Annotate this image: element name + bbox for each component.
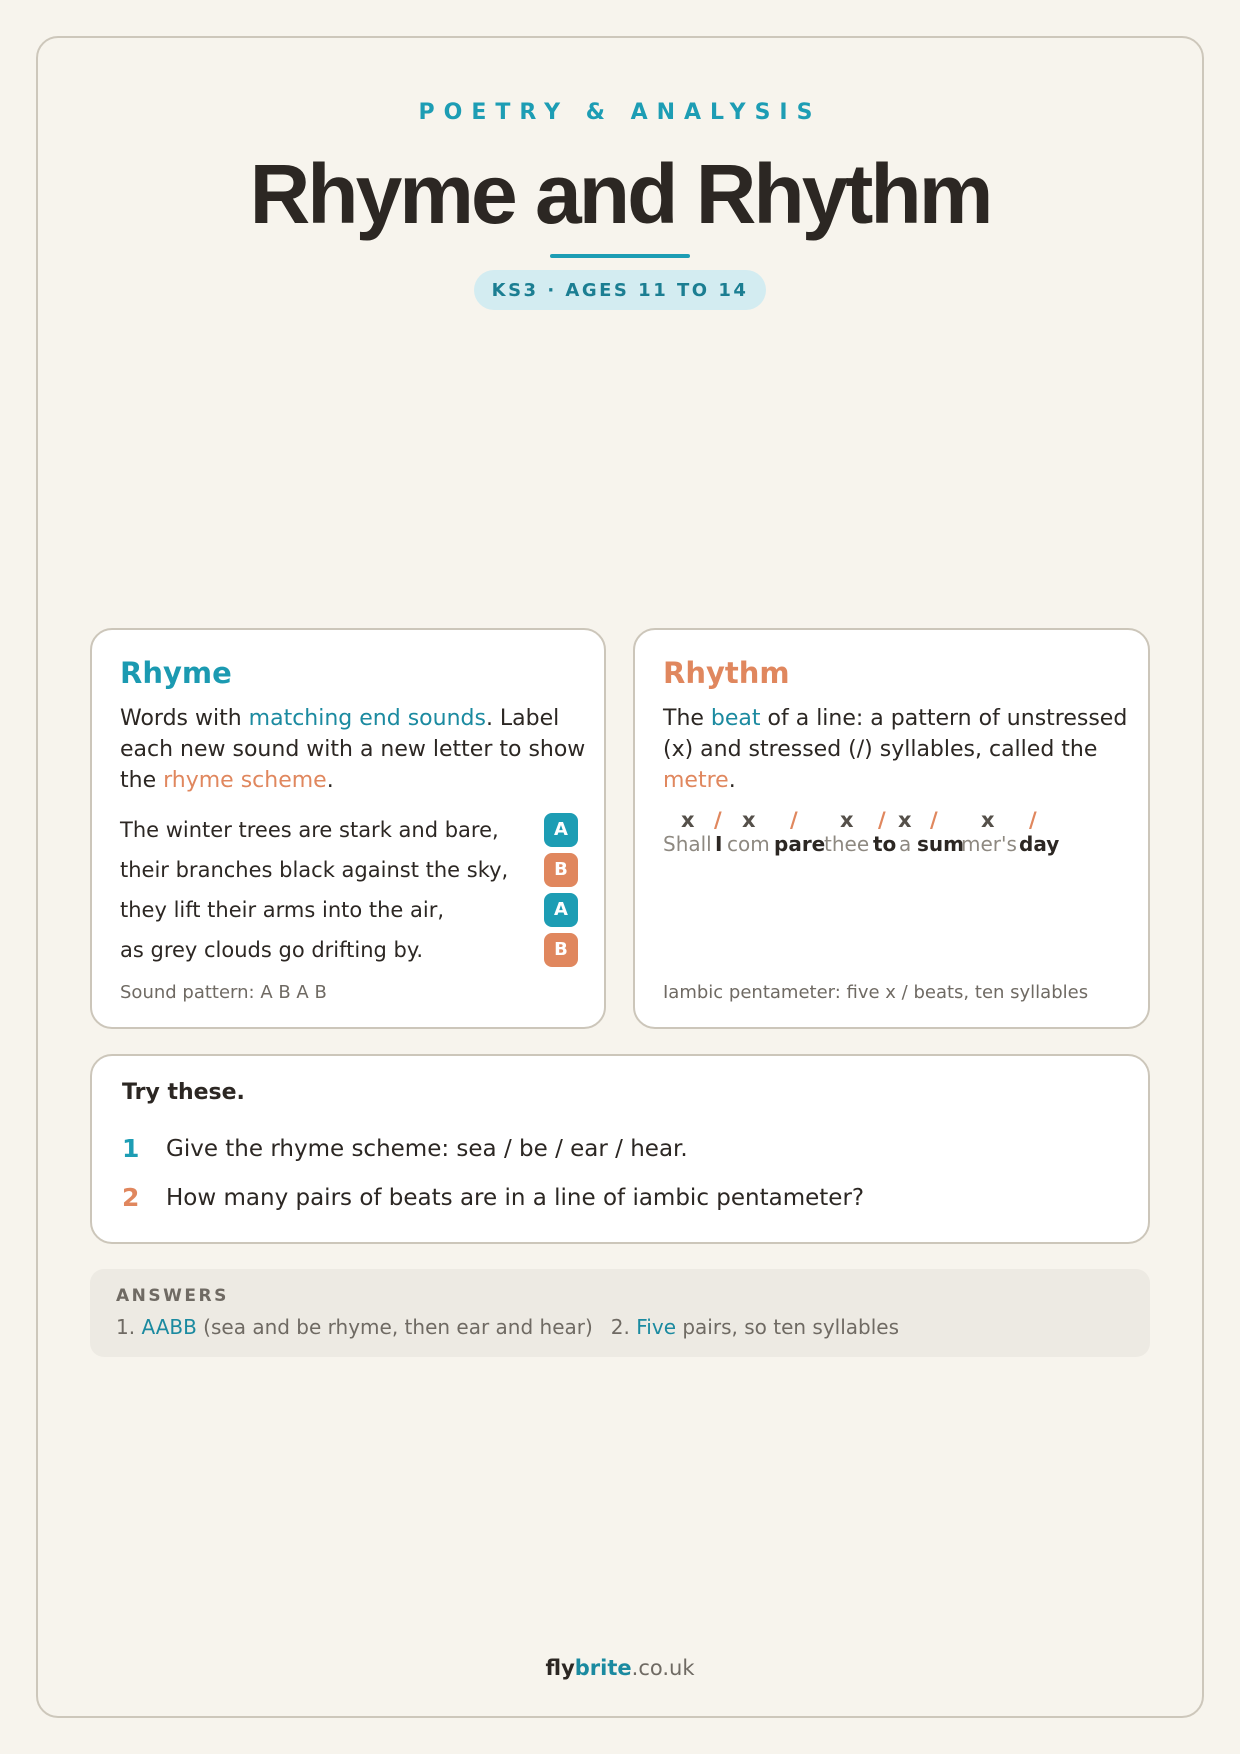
practice-card <box>90 1054 1150 1244</box>
answer-detail: pairs, so ten syllables <box>676 1315 900 1339</box>
rhythm-footnote: Iambic pentameter: five x / beats, ten syllables <box>663 982 1089 1003</box>
stress-mark: x <box>898 808 912 832</box>
rhythm-description <box>663 703 1133 796</box>
question-number: 1 <box>122 1134 140 1163</box>
rhyme-footnote: Sound pattern: A B A B <box>120 982 327 1003</box>
stress-mark: x <box>840 808 854 832</box>
stress-mark: / <box>790 808 798 832</box>
poem-line: they lift their arms into the air, <box>120 898 445 922</box>
syllable: sum <box>917 832 964 856</box>
rhythm-heading: Rhythm <box>663 656 790 690</box>
brand-part: brite <box>574 1656 632 1680</box>
question-number: 2 <box>122 1183 140 1212</box>
rhyme-letter-badge: A <box>544 893 578 927</box>
rhythm-desc-part: The <box>663 706 711 731</box>
stress-mark: / <box>1029 808 1037 832</box>
rhyme-card <box>90 628 606 1029</box>
syllable: I <box>715 832 723 856</box>
stress-mark: / <box>714 808 722 832</box>
rhythm-desc-highlight: metre <box>663 768 729 793</box>
eyebrow-label: POETRY & ANALYSIS <box>418 100 822 125</box>
syllable: Shall <box>663 832 712 856</box>
brand-domain: .co.uk <box>631 1656 695 1680</box>
age-badge: KS3 · AGES 11 TO 14 <box>474 270 766 310</box>
poem-line: as grey clouds go drifting by. <box>120 938 423 962</box>
stress-mark: x <box>981 808 995 832</box>
brand-part: fly <box>545 1656 575 1680</box>
rhyme-desc-highlight: matching end sounds <box>248 706 486 731</box>
practice-heading: Try these. <box>122 1080 245 1105</box>
rhythm-desc-part: . <box>728 768 736 793</box>
rhyme-heading: Rhyme <box>120 656 232 690</box>
syllable: day <box>1019 832 1060 856</box>
rhyme-description <box>120 703 590 796</box>
answers-panel <box>90 1269 1150 1357</box>
rhyme-letter-badge: B <box>544 933 578 967</box>
rhyme-desc-part: . Label each new sound with a new letter to show the <box>120 706 586 793</box>
syllable: to <box>873 832 897 856</box>
rhythm-desc-part: of a line: a pattern of unstressed (x) and stressed (/) syllables, called the <box>663 706 1128 762</box>
rhythm-card <box>633 628 1150 1029</box>
title-underline <box>550 254 690 258</box>
page-title: Rhyme and Rhythm <box>249 147 991 241</box>
rhyme-desc-highlight: rhyme scheme <box>163 768 327 793</box>
answers-label: ANSWERS <box>116 1286 229 1306</box>
rhyme-letter-badge: B <box>544 853 578 887</box>
stress-mark: / <box>878 808 886 832</box>
scansion-row <box>663 808 1133 868</box>
rhyme-desc-part: Words with <box>120 706 249 731</box>
stress-mark: x <box>742 808 756 832</box>
answer-number: 2. <box>610 1315 637 1339</box>
stress-mark: / <box>930 808 938 832</box>
poem-line: The winter trees are stark and bare, <box>120 818 499 842</box>
answer-detail: (sea and be rhyme, then ear and hear) <box>196 1315 593 1339</box>
answer-highlight: Five <box>636 1315 676 1339</box>
syllable: pare <box>774 832 826 856</box>
question-text: Give the rhyme scheme: sea / be / ear / hear. <box>166 1136 688 1162</box>
question-text: How many pairs of beats are in a line of iambic pentameter? <box>166 1185 865 1211</box>
answer-number: 1. <box>116 1315 142 1339</box>
poem-line: their branches black against the sky, <box>120 858 509 882</box>
rhyme-letter-badge: A <box>544 813 578 847</box>
syllable: mer's <box>961 832 1017 856</box>
answer-highlight: AABB <box>141 1315 197 1339</box>
stress-mark: x <box>681 808 695 832</box>
syllable: com <box>727 832 770 856</box>
rhythm-desc-highlight: beat <box>710 706 761 731</box>
syllable: thee <box>824 832 870 856</box>
syllable: a <box>899 832 912 856</box>
answers-text <box>116 1315 899 1339</box>
rhyme-desc-part: . <box>326 768 334 793</box>
brand-footer <box>0 1656 1240 1680</box>
